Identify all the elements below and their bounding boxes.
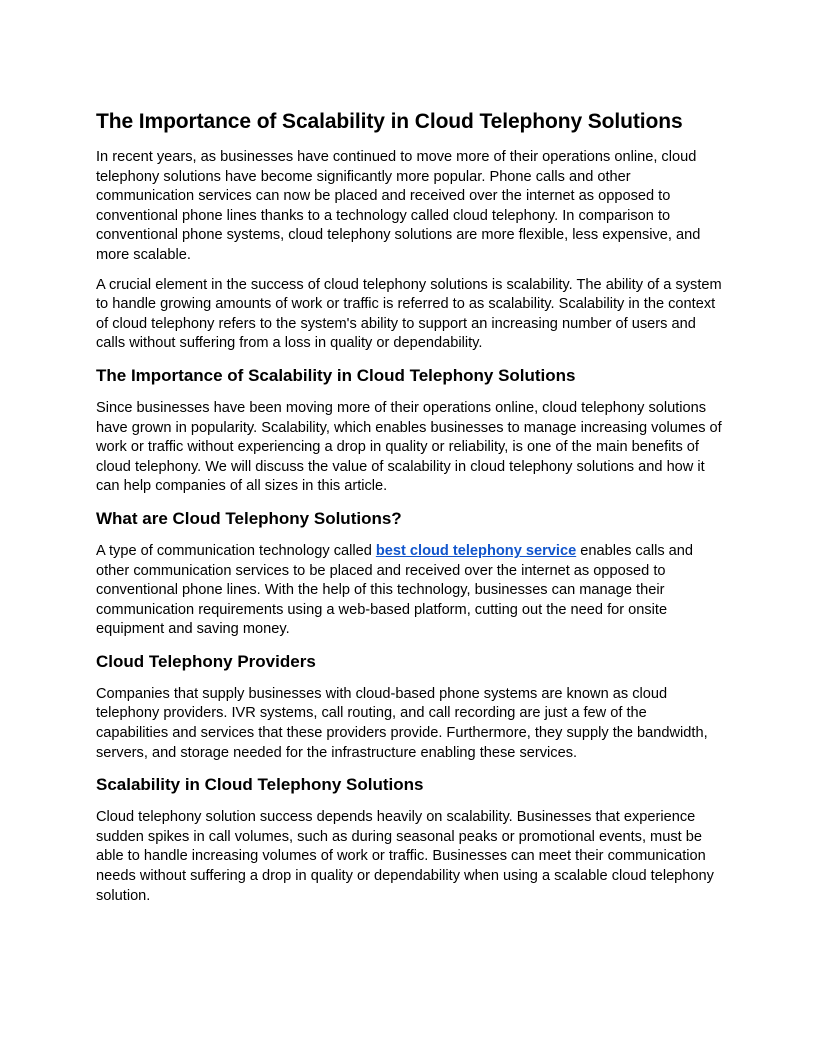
page-title: The Importance of Scalability in Cloud Telephony Solutions bbox=[96, 110, 683, 133]
section-heading-providers: Cloud Telephony Providers bbox=[96, 651, 316, 671]
paragraph-text-after-link: enables calls and other communication services to be placed and received over the internet as opposed to conventional phone lines. With the help of this technology, businesses can manage their communication requirements using a web-based platform, cutting out the need for onsite equipment and saving money. bbox=[96, 542, 694, 638]
document-page bbox=[96, 108, 722, 916]
section-paragraph-scalability: Cloud telephony solution success depends heavily on scalability. Businesses that experience sudden spikes in call volumes, such as during seasonal peaks or promotional events, must be able to handle increasing volumes of work or traffic. Businesses can meet their communication needs without suffering a drop in quality or dependability when using a scalable cloud telephony solution. bbox=[96, 809, 714, 904]
section-paragraph-providers: Companies that supply businesses with cloud-based phone systems are known as cloud telephony providers. IVR systems, call routing, and call recording are just a few of the capabilities and services that these providers provide. Furthermore, they supply the bandwidth, servers, and storage needed for the infrastructure enabling these services. bbox=[96, 685, 708, 761]
intro-paragraph-2: A crucial element in the success of cloud telephony solutions is scalability. The ability of a system to handle growing amounts of work or traffic is referred to as scalability. Scalability in the context of cloud telephony refers to the system's ability to support an increasing number of users and calls without suffering from a loss in quality or dependability. bbox=[96, 276, 722, 352]
intro-paragraph-1: In recent years, as businesses have continued to move more of their operations online, cloud telephony solutions have become significantly more popular. Phone calls and other communication services can now be placed and received over the internet as opposed to conventional phone lines thanks to a technology called cloud telephony. In comparison to conventional phone systems, cloud telephony solutions are more flexible, less expensive, and more scalable. bbox=[96, 149, 701, 263]
section-heading-what-are: What are Cloud Telephony Solutions? bbox=[96, 508, 402, 528]
section-heading-importance: The Importance of Scalability in Cloud Telephony Solutions bbox=[96, 365, 576, 385]
section-paragraph-what-are bbox=[96, 542, 722, 640]
cloud-telephony-service-link[interactable]: best cloud telephony service bbox=[375, 542, 577, 559]
paragraph-text-before-link: A type of communication technology called bbox=[96, 542, 376, 559]
section-paragraph-importance: Since businesses have been moving more of their operations online, cloud telephony solutions have grown in popularity. Scalability, which enables businesses to manage increasing volumes of work or traffic without experiencing a drop in quality or reliability, is one of the main benefits of cloud telephony. We will discuss the value of scalability in cloud telephony solutions and how it can help companies of all sizes in this article. bbox=[96, 399, 722, 495]
section-heading-scalability: Scalability in Cloud Telephony Solutions bbox=[96, 775, 424, 795]
